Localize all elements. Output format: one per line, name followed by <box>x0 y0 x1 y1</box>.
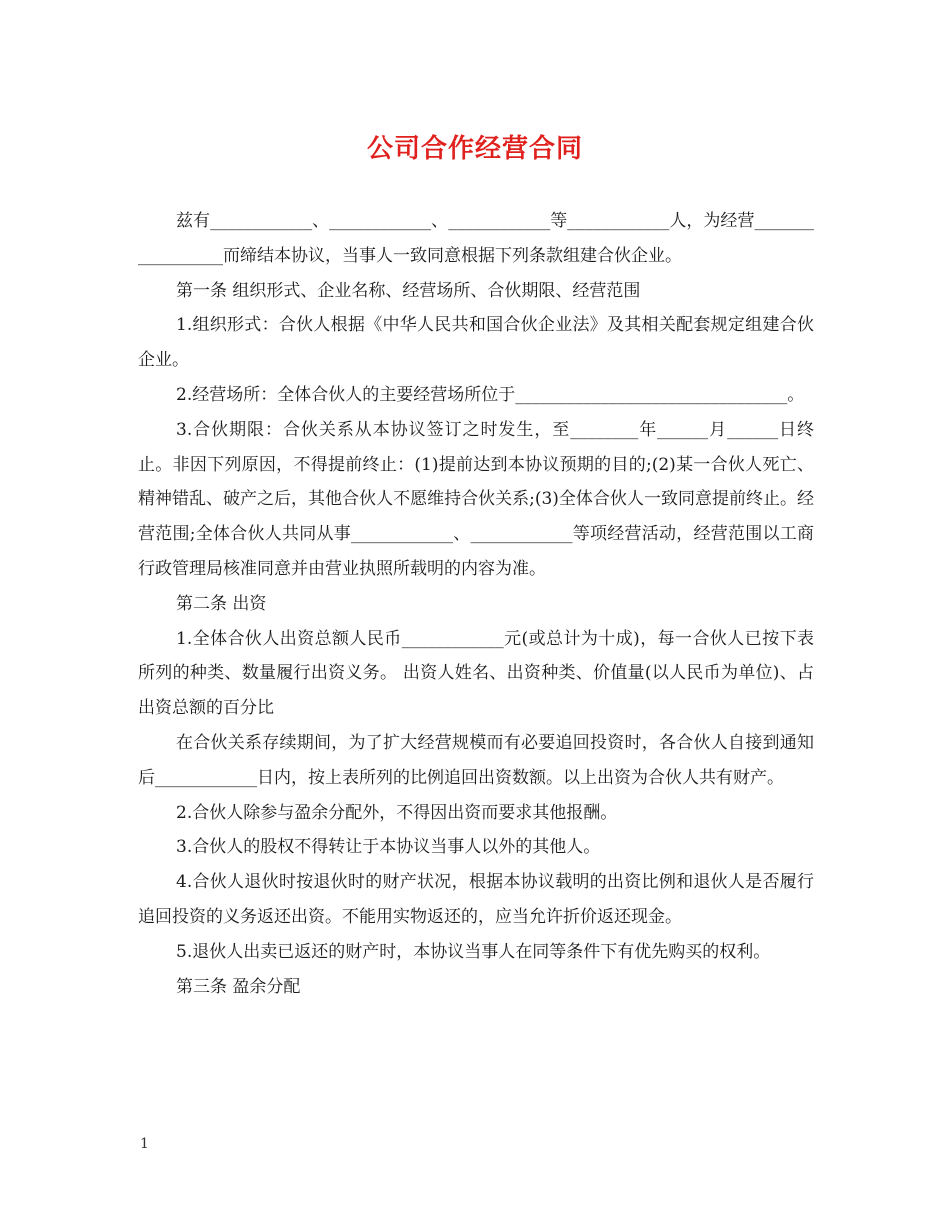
paragraph: 在合伙关系存续期间，为了扩大经营规模而有必要追回投资时，各合伙人自接到通知后____________日内，按上表所列的比例追回出资数额。以上出资为合伙人共有财产。 <box>138 732 814 788</box>
paragraph: 2.经营场所：全体合伙人的主要经营场所位于________________________________。 <box>176 384 805 405</box>
paragraph: 5.退伙人出卖已返还的财产时，本协议当事人在同等条件下有优先购买的权利。 <box>176 941 771 962</box>
paragraph: 3.合伙期限：合伙关系从本协议签订之时发生，至________年______月______日终止。非因下列原因，不得提前终止：(1)提前达到本协议预期的目的;(2)某一合伙人死亡、精神错乱、破产之后，其他合伙人不愿维持合伙关系;(3)全体合伙人一致同意提前终止。经营范围;全体合伙人共同从事____________、____________等项经营活动，经营范围以工商行政管理局核准同意并由营业执照所载明的内容为准。 <box>138 419 814 579</box>
paragraph: 1.全体合伙人出资总额人民币____________元(或总计为十成)，每一合伙人已按下表所列的种类、数量履行出资义务。 出资人姓名、出资种类、价值量(以人民币为单位)、占出资总额的百分比 <box>138 628 814 719</box>
page-number: 1 <box>140 1136 149 1152</box>
paragraph: 兹有____________、____________、____________等____________人，为经营_________________而缔结本协议，当事人一致同意根据下列条款组建合伙企业。 <box>138 211 814 266</box>
section-heading: 第一条 组织形式、企业名称、经营场所、合伙期限、经营范围 <box>176 280 641 301</box>
section-heading: 第二条 出资 <box>176 593 267 614</box>
paragraph: 1.组织形式：合伙人根据《中华人民共和国合伙企业法》及其相关配套规定组建合伙企业。 <box>138 315 814 371</box>
document-title: 公司合作经营合同 <box>366 134 583 164</box>
paragraph: 3.合伙人的股权不得转让于本协议当事人以外的其他人。 <box>176 837 601 858</box>
paragraph: 4.合伙人退伙时按退伙时的财产状况，根据本协议载明的出资比例和退伙人是否履行追回投资的义务返还出资。不能用实物返还的，应当允许折价返还现金。 <box>138 872 814 927</box>
section-heading: 第三条 盈余分配 <box>176 976 301 997</box>
paragraph: 2.合伙人除参与盈余分配外，不得因出资而要求其他报酬。 <box>176 802 618 823</box>
document-body <box>138 204 814 1004</box>
